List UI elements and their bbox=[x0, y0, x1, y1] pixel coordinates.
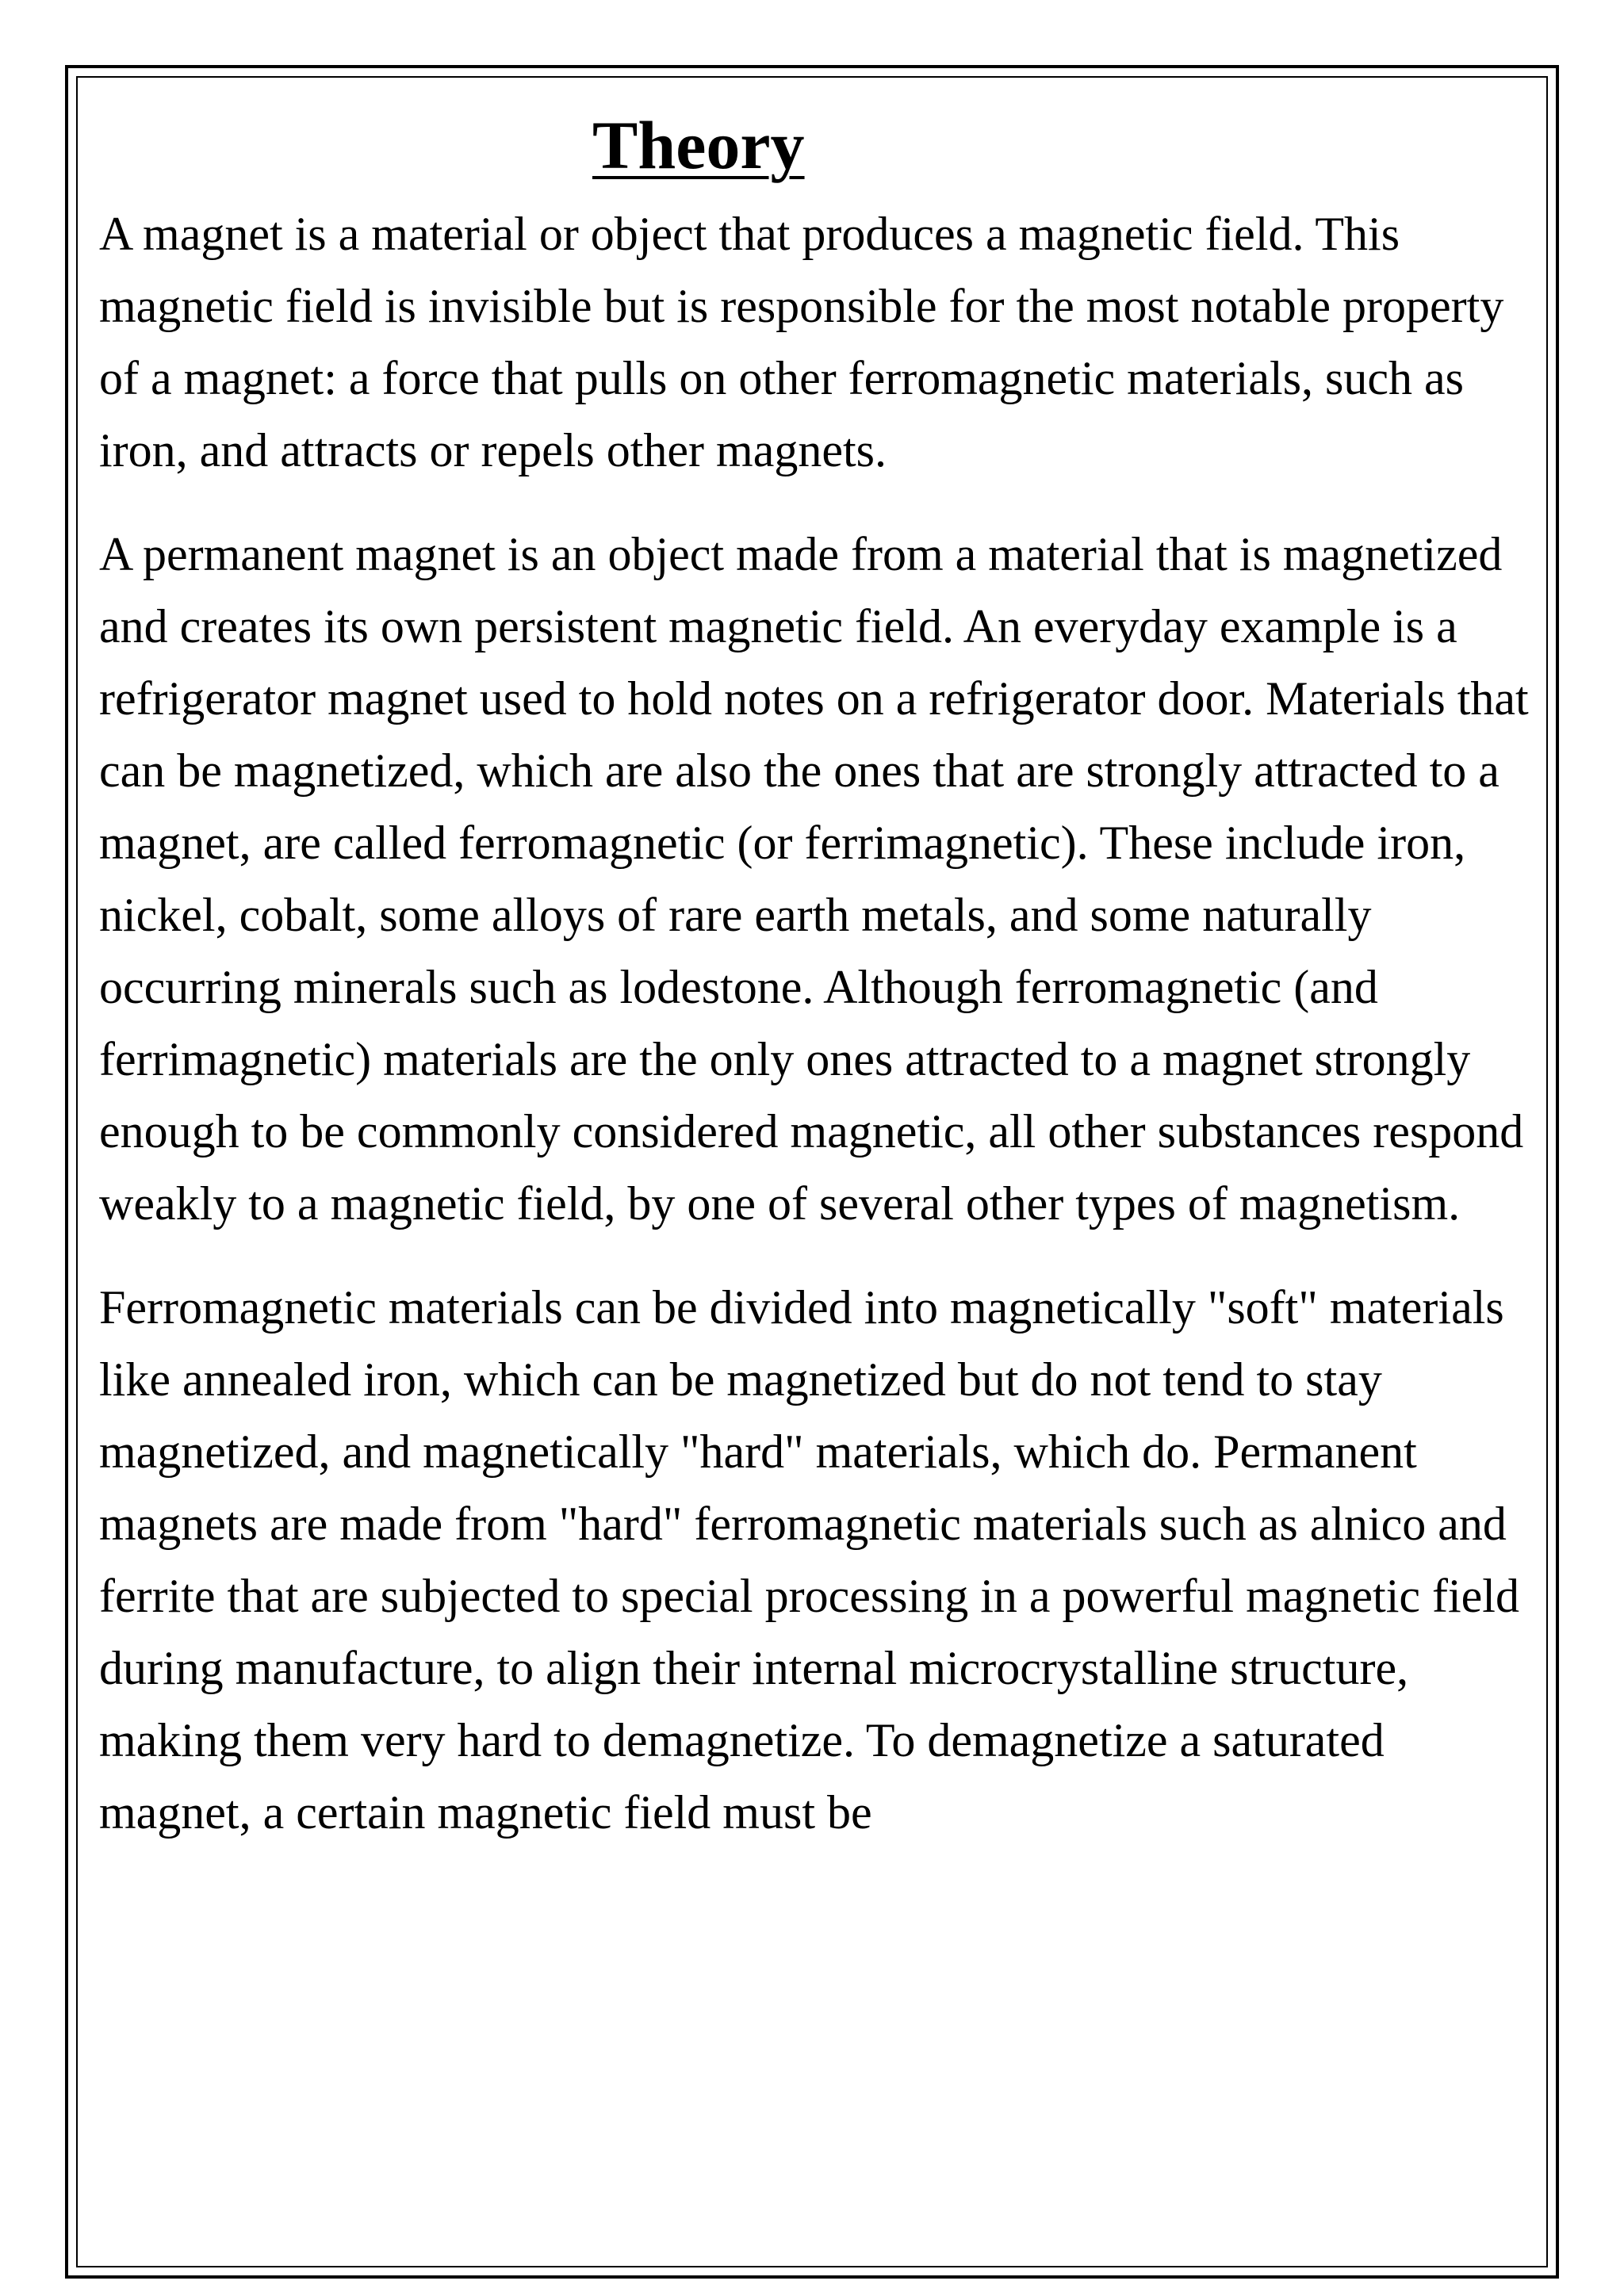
paragraph-permanent-magnet: A permanent magnet is an object made from a material that is magnetized and creates its own persistent magnetic field. An everyday example is a refrigerator magnet used to hold notes on a refrigerator door. Materials that can be magnetized, which are also the ones that are strongly attracted to a magnet, are called ferromagnetic (or ferrimagnetic). These include iron, nickel, cobalt, some alloys of rare earth metals, and some naturally occurring minerals such as lodestone. Although ferromagnetic (and ferrimagnetic) materials are the only ones attracted to a magnet strongly enough to be commonly considered magnetic, all other substances respond weakly to a magnetic field, by one of several other types of magnetism. bbox=[99, 528, 1529, 1230]
paragraph-magnet-definition: A magnet is a material or object that produces a magnetic field. This magnetic field is invisible but is responsible for the most notable property of a magnet: a force that pulls on other ferromagnetic materials, such as iron, and attracts or repels other magnets. bbox=[99, 208, 1504, 476]
page-title: Theory bbox=[592, 107, 805, 183]
paragraph-soft-hard-materials: Ferromagnetic materials can be divided into magnetically "soft" materials like annealed iron, which can be magnetized but do not tend to stay magnetized, and magnetically "hard" materials, which do. Permanent magnets are made from "hard" ferromagnetic materials such as alnico and ferrite that are subjected to special processing in a powerful magnetic field during manufacture, to align their internal microcrystalline structure, making them very hard to demagnetize. To demagnetize a saturated magnet, a certain magnetic field must be bbox=[99, 1281, 1519, 1839]
document-body bbox=[99, 101, 1534, 1849]
